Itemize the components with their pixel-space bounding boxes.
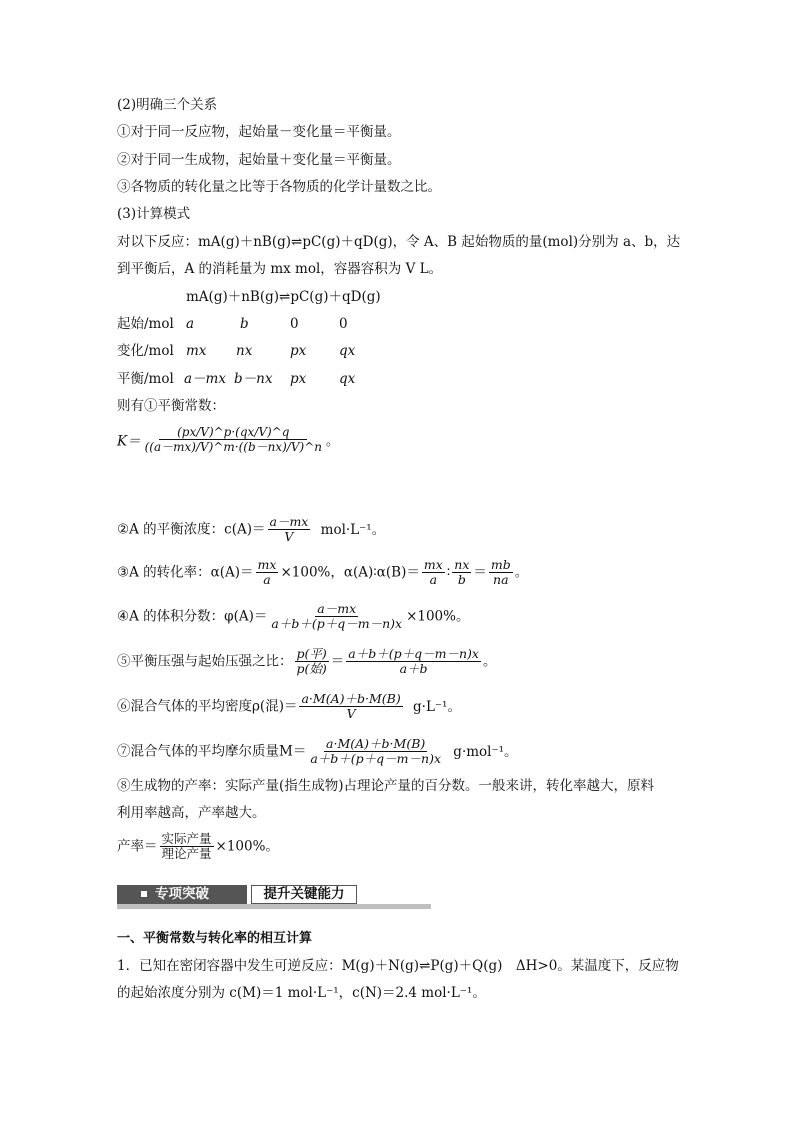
item6-numerator: a·M(A)＋b·M(B) [301,691,401,706]
question1-line2: 的起始浓度分别为 c(M)＝1 mol·L⁻¹，c(N)＝2.4 mol·L⁻¹。 [117,985,486,1001]
table-cell: nx [236,343,253,359]
item3-num1: mx [257,557,277,572]
section3-heading: (3)计算模式 [117,206,191,222]
yield-description-1: ⑧生成物的产率：实际产量(指生成物)占理论产量的百分数。一般来讲，转化率越大，原料 [117,778,655,794]
item3-den3: b [457,572,466,587]
item3-num3: nx [454,557,470,572]
yield-prefix: 产率＝ [117,838,158,855]
square-bullet-icon [141,891,147,897]
item5-den1: p(始) [296,661,327,676]
relation-item-3: ③各物质的转化量之比等于各物质的化学计量数之比。 [117,179,441,195]
yield-numerator: 实际产量 [161,831,212,846]
section-banner [117,885,431,907]
k-label: K＝ [117,433,141,450]
relation-item-2: ②对于同一生成物，起始量＋变化量＝平衡量。 [117,152,401,168]
item2-unit: mol·L⁻¹。 [320,521,386,538]
item5-prefix: ⑤平衡压强与起始压强之比： [117,653,293,670]
item7-unit: g·mol⁻¹。 [453,743,518,760]
intro-line-2: 到平衡后，A 的消耗量为 mx mol，容器容积为 V L。 [117,261,443,277]
relation-item-1: ①对于同一反应物，起始量－变化量＝平衡量。 [117,124,401,140]
table-cell: qx [339,371,356,387]
table-cell: 0 [290,316,299,332]
row-label-change: 变化/mol [117,343,174,359]
section2-heading: (2)明确三个关系 [117,97,218,113]
formula-density [117,692,461,721]
item3-prefix: ③A 的转化率：α(A)＝ [117,564,254,581]
item3-mid: ×100%，α(A)∶α(B)＝ [280,564,420,581]
item7-numerator: a·M(A)＋b·M(B) [326,736,426,751]
item2-numerator: a－mx [269,514,309,529]
item7-denominator: a＋b＋(p＋q－m－n)x [310,751,441,766]
banner-subtitle: 提升关键能力 [251,885,357,904]
formula-yield [117,832,279,861]
banner-left-text: 专项突破 [155,886,209,902]
then-text: 则有①平衡常数： [117,398,225,414]
yield-suffix: ×100%。 [215,838,279,855]
item5-den2: a＋b [399,661,428,676]
part1-heading: 一、平衡常数与转化率的相互计算 [117,931,313,946]
formula-molar-mass [117,737,518,766]
table-cell: a－mx [184,371,226,387]
question1-line1: 1．已知在密闭容器中发生可逆反应：M(g)＋N(g)⇌P(g)＋Q(g) ΔH>0。某温度下，反应物 [117,958,679,974]
table-cell: b [240,316,249,332]
row-label-start: 起始/mol [117,316,174,332]
k-denominator: ((a－mx)/V)^m·((b－nx)/V)^n [144,440,322,454]
item6-denominator: V [346,706,356,721]
item3-den2: a [429,572,438,587]
item5-num1: p(平) [296,646,327,661]
item3-den4: na [493,572,509,587]
item4-suffix: ×100%。 [406,608,470,625]
formula-volume-fraction [117,602,469,631]
table-cell: qx [339,343,356,359]
formula-pressure-ratio: ⑤平衡压强与起始压强之比： $\frac{\text{p(平)}}{\text{p(始)}}$ ＝ $\frac{a+b+(p+q-m-n)x}{a+b}$ 。 [117,646,497,676]
formula-conversion: ③A 的转化率：α(A)＝ $\frac{mx}{a}$ ×100%，α(A)∶α(B)＝ $\frac{mx}{a}$ ∶ $\frac{nx}{b}$ ＝ $\frac{mb}{na}$ 。 [117,557,529,587]
table-cell: a [186,316,195,332]
item5-num2: a＋b＋(p＋q－m－n)x [348,646,479,661]
table-cell: px [290,371,307,387]
item4-numerator: a－mx [317,601,357,616]
formula-concentration [117,515,385,544]
item2-denominator: V [284,529,294,544]
item2-prefix: ②A 的平衡浓度：c(A)＝ [117,521,266,538]
item3-den1: a [263,572,271,587]
banner-underline [117,904,431,909]
table-cell: 0 [339,316,348,332]
yield-description-2: 利用率越高，产率越大。 [117,805,266,821]
item4-denominator: a＋b＋(p＋q－m－n)x [271,616,403,631]
item4-prefix: ④A 的体积分数：φ(A)＝ [117,608,268,625]
k-numerator: (px/V)^p·(qx/V)^q [159,425,307,440]
equilibrium-constant-formula: K＝ $\frac{(px/V)\^{}p\cdot(qx/V)\^{}q}{((a-mx)/V)\^{}m\cdot((b-nx)/V)\^{}n}$ 。 [117,425,339,454]
item6-unit: g·L⁻¹。 [413,698,461,715]
table-cell: mx [186,343,207,359]
item3-num2: mx [423,557,443,572]
intro-line-1: 对以下反应：mA(g)＋nB(g)⇌pC(g)＋qD(g)，令 A、B 起始物质的量(mol)分别为 a、b，达 [117,234,681,250]
table-cell: b－nx [234,371,273,387]
yield-denominator: 理论产量 [161,846,212,861]
item3-num4: mb [490,557,511,572]
banner-tag [117,885,247,904]
item6-prefix: ⑥混合气体的平均密度ρ(混)＝ [117,698,298,715]
item7-prefix: ⑦混合气体的平均摩尔质量M＝ [117,743,307,760]
row-label-equilibrium: 平衡/mol [117,371,174,387]
table-cell: px [290,343,307,359]
reaction-equation: mA(g)＋nB(g)⇌pC(g)＋qD(g) [186,289,381,305]
